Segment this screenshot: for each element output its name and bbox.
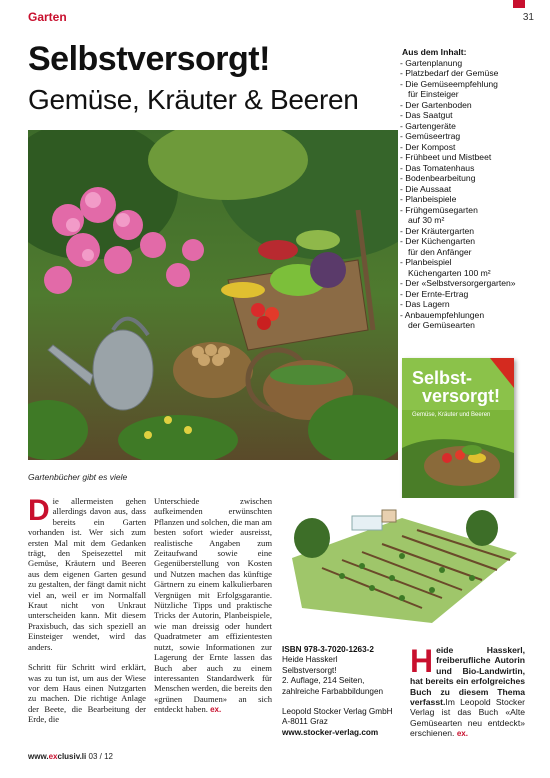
toc-item: für Einsteiger [408, 89, 459, 99]
toc-item: auf 30 m² [408, 215, 445, 225]
toc-item: - Der Ernte-Ertrag [400, 288, 469, 299]
toc-item: - Platzbedarf der Gemüse [400, 68, 499, 78]
toc-item: - Der Küchengarten [400, 236, 475, 246]
toc-item: Küchengarten 100 m² [408, 267, 491, 278]
garden-photo [28, 130, 398, 460]
book-title: Selbstversorgt! [282, 665, 337, 675]
toc-item: - Das Tomatenhaus [400, 162, 475, 173]
book-cover [402, 358, 514, 500]
table-of-contents [400, 47, 540, 331]
toc-heading: Aus dem Inhalt: [402, 47, 467, 57]
publisher-city: A-8011 Graz [282, 717, 328, 727]
page-number: 31 [522, 12, 534, 23]
toc-item: - Das Saatgut [400, 110, 453, 120]
section-label: Garten [28, 10, 67, 24]
paragraph: Die allermeisten gehen allerdings davon aus, dass bereits ein Garten vorhanden ist. Wer sich zum ersten Mal mit dem Gedanken trägt, den Speisezettel mit Gemüse, Kräutern und Beeren aus dem eigenen Garten gesund zu gestalten, der fängt damit nicht viel an, weil er im Normalfall Kraut nicht von Unkraut unterscheiden kann. Mit diesem Praxisbuch, das sich speziell an Einsteiger wendet, wird das anders. [28, 494, 146, 652]
toc-item: - Die Aussaat [400, 183, 452, 194]
magazine-brand: www.exclusiv.li [28, 752, 87, 761]
book-images: zahlreiche Farbabbildungen [282, 686, 384, 696]
cover-title-line2: versorgt! [422, 386, 501, 406]
toc-item: - Planbeispiel [400, 257, 452, 267]
toc-item: - Das Lagern [400, 299, 450, 309]
toc-item: - Gartenplanung [400, 57, 463, 68]
article-subtitle: Gemüse, Kräuter & Beeren [28, 84, 359, 115]
section-color-tab [513, 0, 525, 8]
article-title: Selbstversorgt! [28, 40, 270, 78]
toc-item: - Der Kompost [400, 141, 456, 152]
cover-subtitle: Gemüse, Kräuter und Beeren [412, 412, 491, 418]
book-info [282, 645, 404, 738]
paragraph: Schritt für Schritt wird erklärt, was zu tun ist, um aus der Wiese vor dem Haus einen Nutzgarten zu machen. Die richtige Anlage der Beete, die Bearbeitung der Erde, die [28, 662, 146, 725]
end-mark: ex. [456, 729, 468, 739]
page-footer [28, 752, 113, 761]
end-mark: ex. [210, 705, 222, 715]
drop-cap: D [28, 494, 50, 527]
paragraph: Unterschiede zwischen aufkeimenden erwünschten Pflanzen und solchen, die man am besten sofort wieder ausreisst, realistische Angaben zum Zeitaufwand sowie eine Gegenüberstellung von Kosten und Nutzen machen das künftige Gärtnern zu einem kalkulierbaren Vergnügen mit Erfolgsgarantie. Nützliche Tipps und praktische Tricks der Autorin, Planbeispiele, wie man dreissig oder hundert Quadratmeter am effizientesten nutzt, sowie Informationen zur Lagerung der Ernte lassen das Buch aber auch zu einem interessanten Standardwerk für Menschen werden, die bereits den «grünen Daumen» an sich entdeckt haben. ex. [154, 496, 272, 715]
garden-plan-illustration [282, 498, 522, 628]
toc-item: - Gemüseertrag [400, 131, 461, 141]
issue-number: 03 / 12 [88, 752, 113, 761]
publisher-website[interactable]: www.stocker-verlag.com [282, 727, 379, 737]
toc-item: - Planbeispiele [400, 194, 457, 204]
toc-item: - Der Kräutergarten [400, 225, 475, 236]
author-bio: Heide Hasskerl, freiberufliche Autorin und Bio-Landwirtin, hat bereits ein erfolgreiches Buch zu diesem Thema verfasst.Im Leopold Stocker Verlag ist das Buch «Alte Gemüsearten neu entdeckt» erschienen. ex. [410, 643, 525, 739]
toc-item: - Der «Selbstversorgergarten» [400, 278, 516, 288]
toc-item: - Die Gemüseempfehlung [400, 78, 498, 89]
toc-item: - Der Gartenboden [400, 99, 472, 110]
toc-item: - Gartengeräte [400, 120, 456, 131]
toc-item: - Frühbeet und Mistbeet [400, 152, 492, 162]
toc-list [400, 58, 540, 331]
toc-item: - Bodenbearbeitung [400, 173, 476, 183]
drop-cap: H [410, 643, 434, 679]
toc-item: - Anbauempfehlungen [400, 309, 485, 320]
toc-item: für den Anfänger [408, 246, 472, 257]
isbn: ISBN 978-3-7020-1263-2 [282, 645, 374, 654]
publisher: Leopold Stocker Verlag GmbH [282, 707, 393, 717]
cover-title-line1: Selbst- [412, 368, 473, 388]
body-column-2 [154, 496, 272, 716]
book-edition: 2. Auflage, 214 Seiten, [282, 676, 365, 686]
toc-item: der Gemüsearten [408, 320, 475, 330]
body-column-1 [28, 496, 146, 725]
toc-item: - Frühgemüsegarten [400, 204, 478, 215]
photo-caption: Gartenbücher gibt es viele [28, 472, 128, 482]
book-author: Heide Hasskerl [282, 655, 338, 665]
